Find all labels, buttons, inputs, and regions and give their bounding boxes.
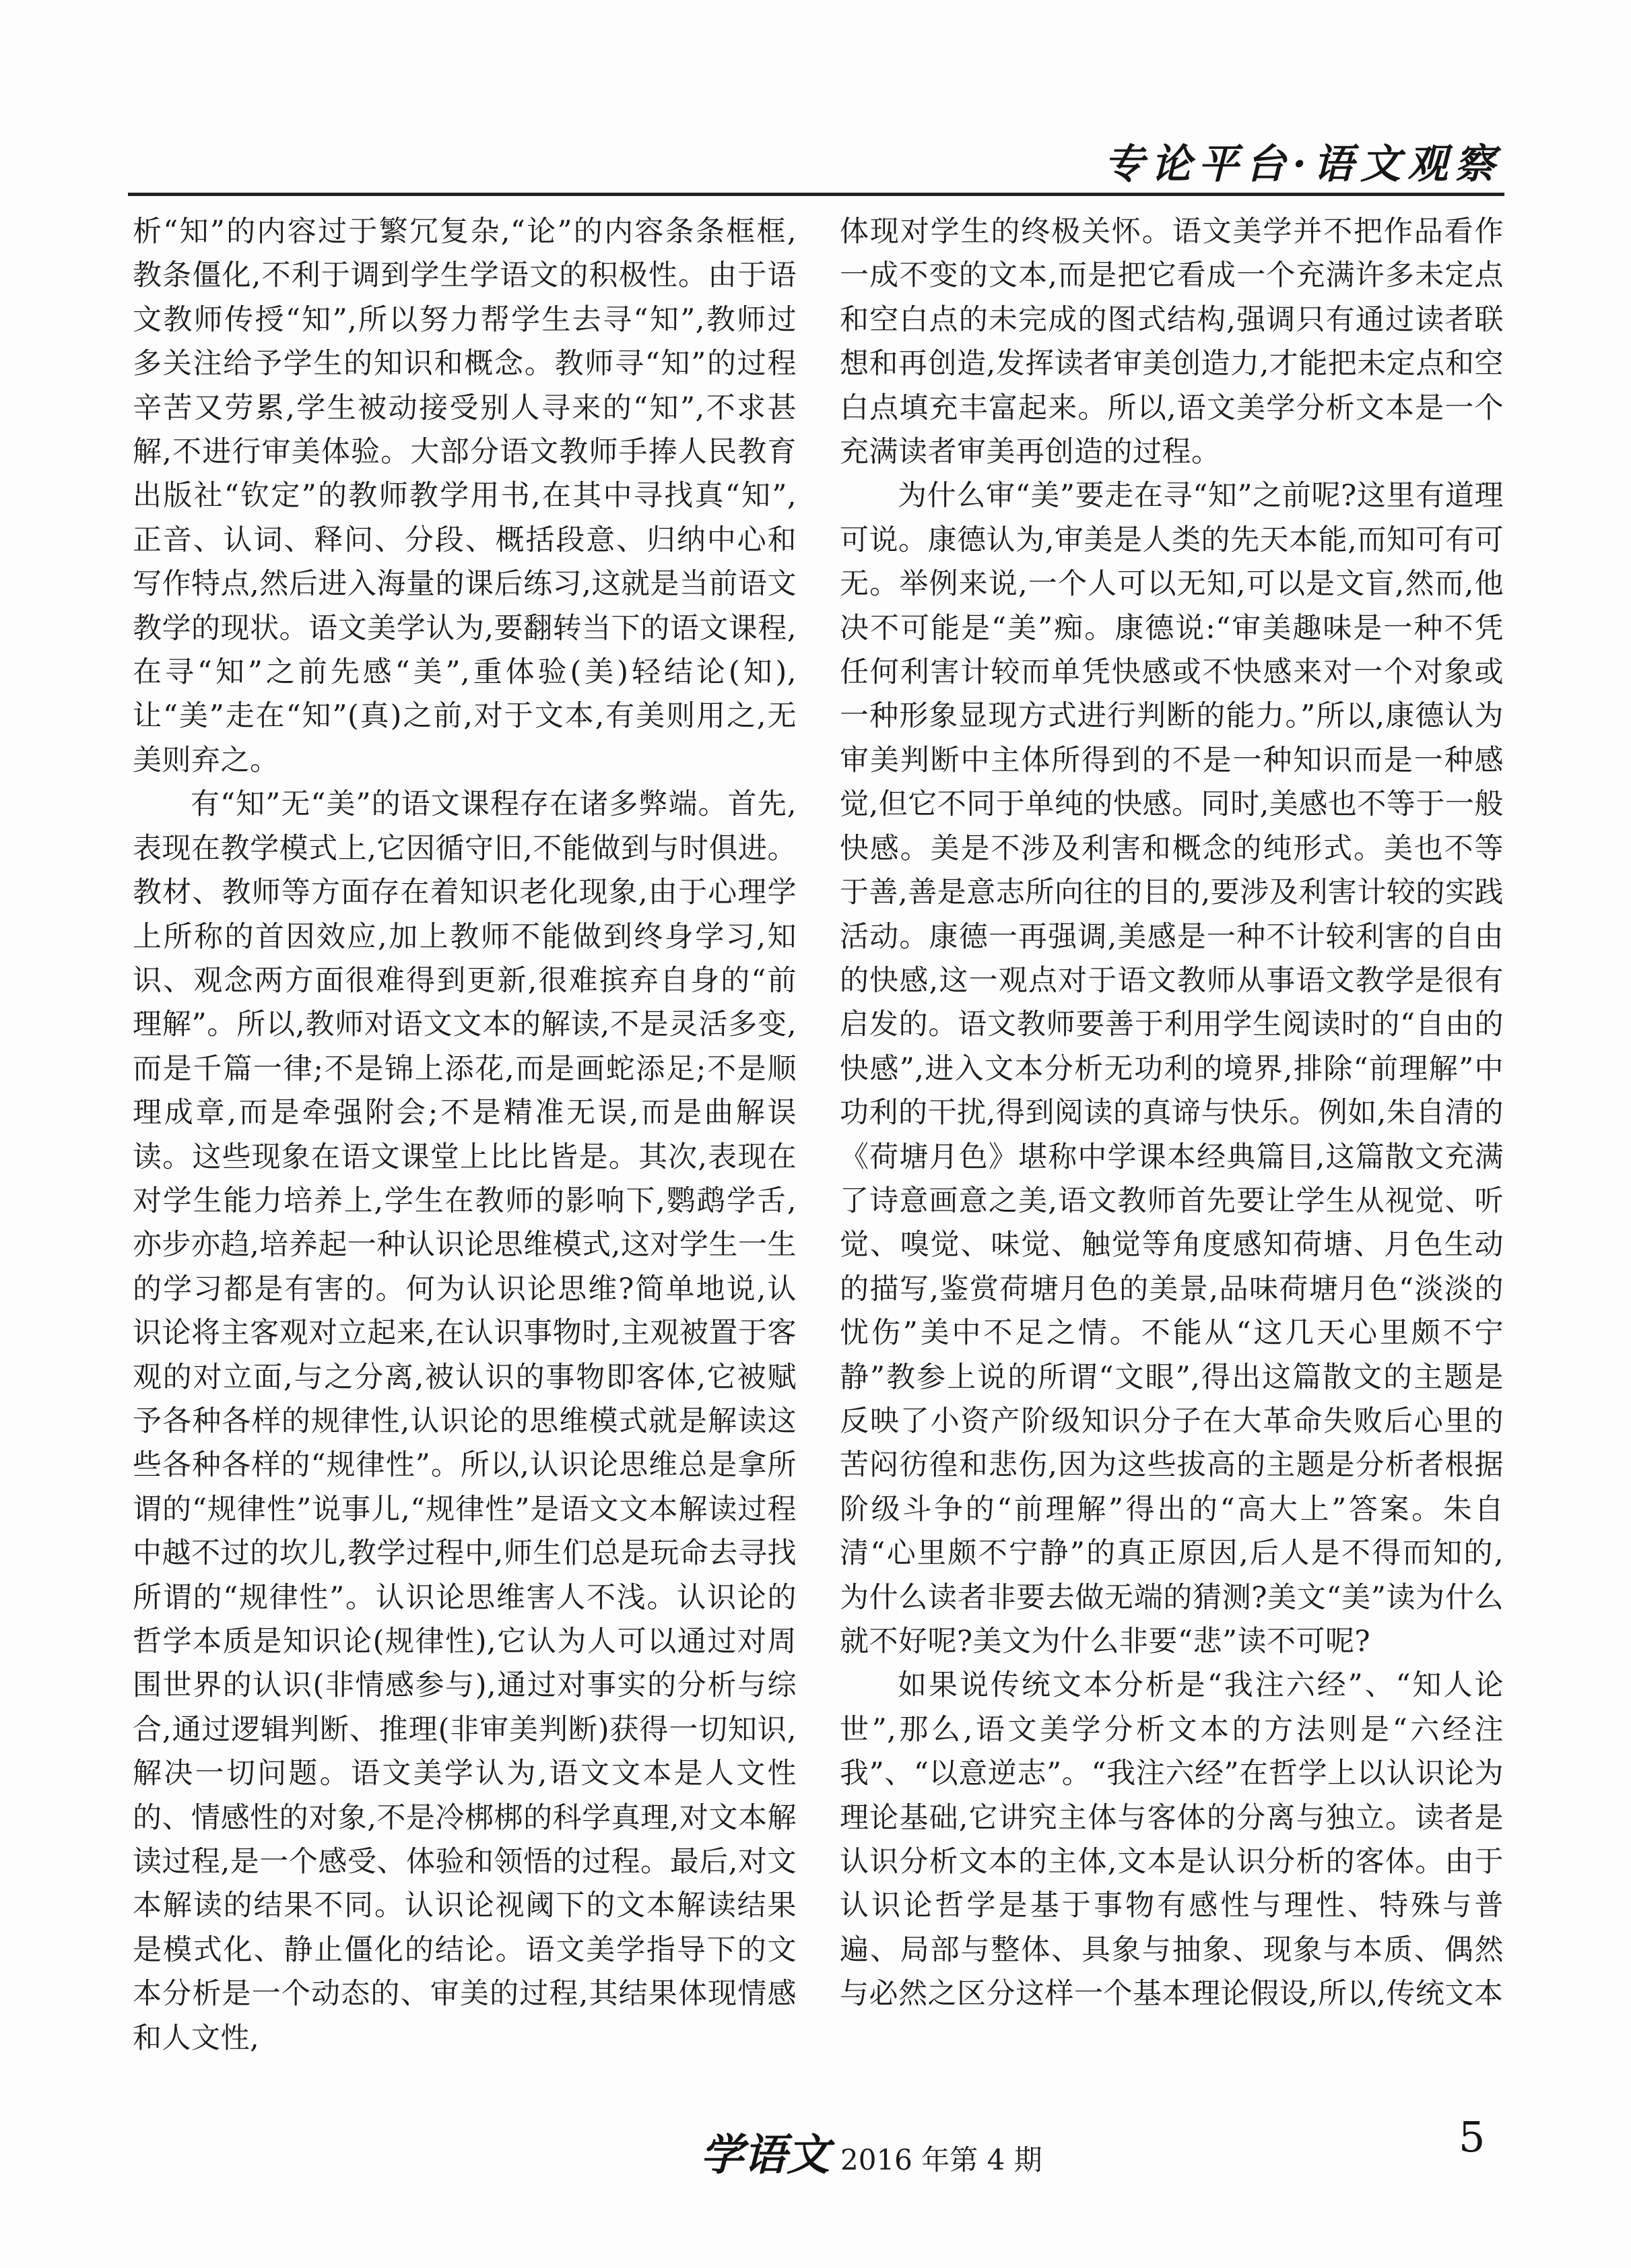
header-rule	[128, 193, 1504, 196]
paragraph: 体现对学生的终极关怀。语文美学并不把作品看作一成不变的文本,而是把它看成一个充满许多未定点和空白点的未完成的图式结构,强调只有通过读者联想和再创造,发挥读者审美创造力,才能把未定点和空白点填充丰富起来。所以,语文美学分析文本是一个充满读者审美再创造的过程。	[840, 215, 1504, 469]
section-title: 专论平台·语文观察	[1104, 141, 1502, 188]
paragraph: 如果说传统文本分析是“我注六经”、“知人论世”,那么,语文美学分析文本的方法则是“六经注我”、“以意逆志”。“我注六经”在哲学上以认识论为理论基础,它讲究主体与客体的分离与独立。读者是认识分析文本的主体,文本是认识分析的客体。由于认识论哲学是基于事物有感性与理性、特殊与普遍、局部与整体、具象与抽象、现象与本质、偶然与必然之区分这样一个基本理论假设,所以,传统文本	[840, 1668, 1504, 2011]
journal-issue: 2016 年第 4 期	[840, 2143, 1042, 2176]
footer	[700, 2120, 1042, 2182]
left-column	[133, 210, 797, 2061]
page-number: 5	[1459, 2112, 1486, 2162]
paragraph: 有“知”无“美”的语文课程存在诸多弊端。首先,表现在教学模式上,它因循守旧,不能做到与时俱进。教材、教师等方面存在着知识老化现象,由于心理学上所称的首因效应,加上教师不能做到终身学习,知识、观念两方面很难得到更新,很难摈弃自身的“前理解”。所以,教师对语文文本的解读,不是灵活多变,而是千篇一律;不是锦上添花,而是画蛇添足;不是顺理成章,而是牵强附会;不是精准无误,而是曲解误读。这些现象在语文课堂上比比皆是。其次,表现在对学生能力培养上,学生在教师的影响下,鹦鹉学舌,亦步亦趋,培养起一种认识论思维模式,这对学生一生的学习都是有害的。何为认识论思维?简单地说,认识论将主客观对立起来,在认识事物时,主观被置于客观的对立面,与之分离,被认识的事物即客体,它被赋予各种各样的规律性,认识论的思维模式就是解读这些各种各样的“规律性”。所以,认识论思维总是拿所谓的“规律性”说事儿,“规律性”是语文文本解读过程中越不过的坎儿,教学过程中,师生们总是玩命去寻找所谓的“规律性”。认识论思维害人不浅。认识论的哲学本质是知识论(规律性),它认为人可以通过对周围世界的认识(非情感参与),通过对事实的分析与综合,通过逻辑判断、推理(非审美判断)获得一切知识,解决一切问题。语文美学认为,语文文本是人文性的、情感性的对象,不是冷梆梆的科学真理,对文本解读过程,是一个感受、体验和领悟的过程。最后,对文本解读的结果不同。认识论视阈下的文本解读结果是模式化、静止僵化的结论。语文美学指导下的文本分析是一个动态的、审美的过程,其结果体现情感和人文性,	[133, 787, 797, 2055]
paragraph: 析“知”的内容过于繁冗复杂,“论”的内容条条框框,教条僵化,不利于调到学生学语文的积极性。由于语文教师传授“知”,所以努力帮学生去寻“知”,教师过多关注给予学生的知识和概念。教师寻“知”的过程辛苦又劳累,学生被动接受别人寻来的“知”,不求甚解,不进行审美体验。大部分语文教师手捧人民教育出版社“钦定”的教师教学用书,在其中寻找真“知”,正音、认词、释问、分段、概括段意、归纳中心和写作特点,然后进入海量的课后练习,这就是当前语文教学的现状。语文美学认为,要翻转当下的语文课程,在寻“知”之前先感“美”,重体验(美)轻结论(知),让“美”走在“知”(真)之前,对于文本,有美则用之,无美则弃之。	[133, 215, 797, 777]
article-body	[133, 210, 1504, 2061]
paragraph: 为什么审“美”要走在寻“知”之前呢?这里有道理可说。康德认为,审美是人类的先天本能,而知可有可无。举例来说,一个人可以无知,可以是文盲,然而,他决不可能是“美”痴。康德说:“审美趣味是一种不凭任何利害计较而单凭快感或不快感来对一个对象或一种形象显现方式进行判断的能力。”所以,康德认为审美判断中主体所得到的不是一种知识而是一种感觉,但它不同于单纯的快感。同时,美感也不等于一般快感。美是不涉及利害和概念的纯形式。美也不等于善,善是意志所向往的目的,要涉及利害计较的实践活动。康德一再强调,美感是一种不计较利害的自由的快感,这一观点对于语文教师从事语文教学是很有启发的。语文教师要善于利用学生阅读时的“自由的快感”,进入文本分析无功利的境界,排除“前理解”中功利的干扰,得到阅读的真谛与快乐。例如,朱自清的《荷塘月色》堪称中学课本经典篇目,这篇散文充满了诗意画意之美,语文教师首先要让学生从视觉、听觉、嗅觉、味觉、触觉等角度感知荷塘、月色生动的描写,鉴赏荷塘月色的美景,品味荷塘月色“淡淡的忧伤”美中不足之情。不能从“这几天心里颇不宁静”教参上说的所谓“文眼”,得出这篇散文的主题是反映了小资产阶级知识分子在大革命失败后心里的苦闷彷徨和悲伤,因为这些拔高的主题是分析者根据阶级斗争的“前理解”得出的“高大上”答案。朱自清“心里颇不宁静”的真正原因,后人是不得而知的,为什么读者非要去做无端的猜测?美文“美”读为什么就不好呢?美文为什么非要“悲”读不可呢?	[840, 479, 1504, 1658]
journal-name: 学语文	[700, 2130, 830, 2180]
right-column	[840, 210, 1504, 2061]
